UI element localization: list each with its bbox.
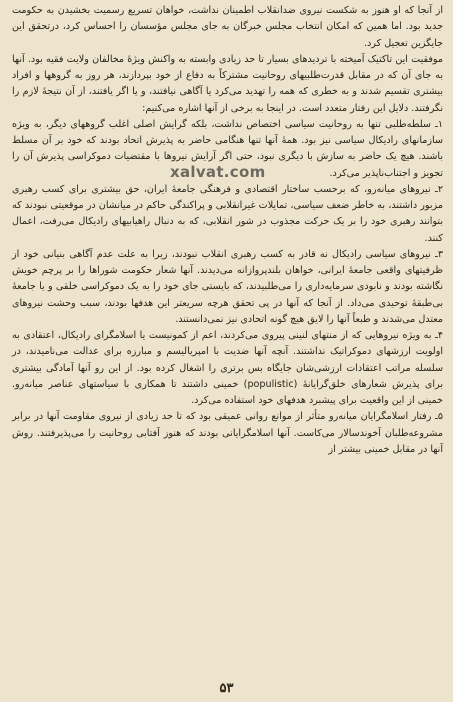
paragraph-tactic: موفقیت این تاکتیک آمیخته با تردیدهای بسیار تا حد زیادی وابسته به واکنش ویژهٔ مخالفان ولایت فقیه بود. آنها به جای آن که در مقابل قدرت‌طلبیهای روحانیت مشترکاً به دفاع از خود بپردازند، هر روز به گروهها و افراد بیشتری تقسیم شدند و به خطری که همه را تهدید می‌کرد یا آگاهی نیافتند، و یا اگر یافتند، از آن نتیجهٔ لازم را نگرفتند. دلایل این رفتار متعدد است. در اینجا به برخی از آنها اشاره می‌کنیم:	[12, 53, 443, 114]
watermark: xalvat.com	[170, 163, 266, 181]
paragraph-point-5: ۵ـ رفتار اسلامگرایان میانه‌رو متأثر از موانع روانی عمیقی بود که تا حد زیادی از نیروی مقاومت آنها در برابر مشروعه‌طلبان آخوندسالار می‌کاست. آنها اسلامگرایانی بودند که هنوز آفتابی روحانیت را می‌پذیرفتند. روش آنها در مقابل خمینی بیشتر از	[12, 411, 443, 455]
body-text	[12, 3, 443, 458]
paragraph-point-2: ۲ـ نیروهای میانه‌رو، که برحسب ساختار اقتصادی و فرهنگی جامعهٔ ایران، حق بیشتری برای کسب رهبری مزبور داشتند، به خاطر ضعف سیاسی، تمایلات غیرانقلابی و پراکندگی حاکم در میانشان در موقعیتی نبودند که بتوانند رهبری خود را بر یک حرکت مجذوب در شور انقلابی، که به دنبال راهیابیهای رادیکال می‌رفت، اعمال کنند.	[12, 183, 443, 244]
page-number: ۵۳	[219, 681, 234, 696]
paragraph-point-4: ۴ـ به ویژه نیروهایی که از منتهای لنینی پیروی می‌کردند، اعم از کمونیست یا اسلامگرای رادیکال، اعتقادی به اولویت ارزشهای دموکراتیک نداشتند. آنچه آنها ضدیت با امپریالیسم و مبارزه برای عدالت می‌نامیدند، در سلسله مراتب اعتقادات ارزشی‌شان جایگاه بس برتری را اشغال کرده بود. از این رو آنها آمادگی بیشتری برای پذیرش شعارهای خلق‌گرایانهٔ (populistic) خمینی داشتند تا همکاری با سیاستهای عناصر میانه‌رو. خمینی از این واقعیت برای پیشبرد هدفهای خود استفاده می‌کرد.	[12, 330, 444, 406]
paragraph-intro: از آنجا که او هنوز به شکست نیروی ضدانقلاب اطمینان نداشت، خواهان تسریع رسمیت بخشیدن به حکومت جدید بود. اما همین که امکان انتخاب مجلس خبرگان به جای مجلس مؤسسان را احساس کرد، درتحقق این جایگزین تعجیل کرد.	[12, 5, 443, 49]
paragraph-point-1: ۱ـ سلطه‌طلبی تنها به روحانیت سیاسی اختصاص نداشت، بلکه گرایش اصلی اغلب گروههای دیگر، به ویژه سازمانهای رادیکال سیاسی نیز بود. همهٔ آنها تنها هنگامی حاضر به پذیرش اتحاد بودند که خود بر آن مسلط باشند. هیچ یک حاضر به سازش با دیگری نبود، حتی اگر آرایش نیروها با مقتضیات دموکراسی پذیرش آن را تجویز و اجتناب‌ناپذیر می‌کرد.	[12, 118, 443, 179]
paragraph-point-3: ۳ـ نیروهای سیاسی رادیکال نه قادر به کسب رهبری انقلاب نبودند، زیرا به علت عدم آگاهی بنیانی خود از ظرفیتهای واقعی جامعهٔ ایرانی، خواهان بلندپروازانه می‌دیدند. آنها شعار حکومت شوراها را بر پرچم خویش نگاشته بودند و نابودی سرمایه‌داری را می‌طلبیدند، که بایستی جای خود را به یک دموکراسی خلقی و یا جامعهٔ بی‌طبقهٔ توحیدی می‌داد. از آنجا که آنها در پی تحقق هرچه سریعتر این هدفها بودند، سبب وحشت نیروهای معتدل می‌شدند و طبعاً آنها را لایق هیچ گونه اتحادی نیز نمی‌دانستند.	[12, 248, 443, 325]
